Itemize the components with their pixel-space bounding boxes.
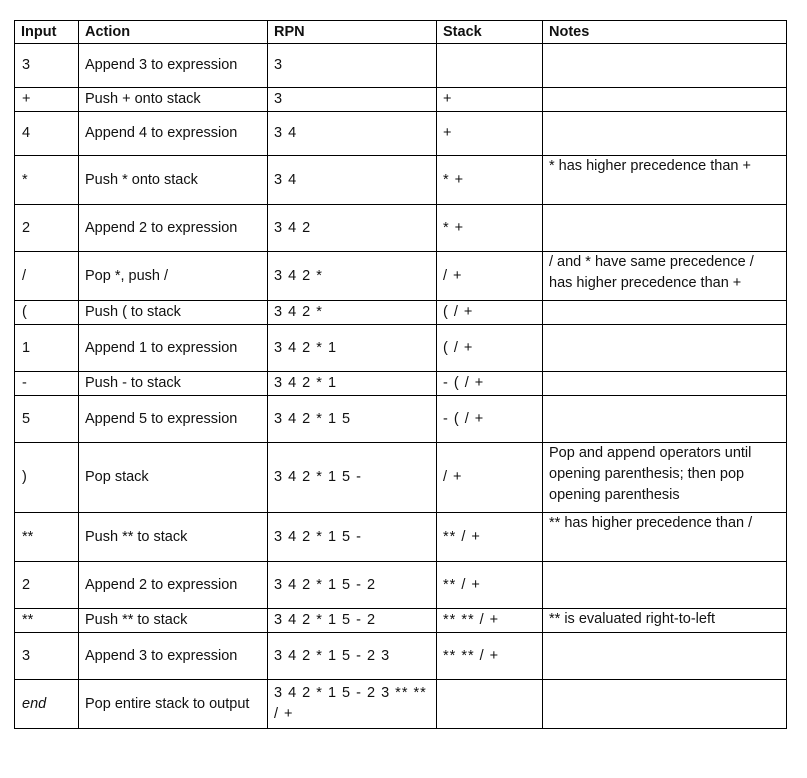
cell-notes [543, 562, 787, 609]
cell-rpn: 3 [268, 88, 437, 112]
cell-notes [543, 325, 787, 372]
cell-rpn: 3 4 2 * 1 [268, 325, 437, 372]
cell-action: Append 3 to expression [79, 633, 268, 680]
cell-rpn: 3 4 2 * 1 5 - 2 [268, 609, 437, 633]
header-action: Action [79, 21, 268, 44]
cell-notes [543, 205, 787, 252]
header-rpn: RPN [268, 21, 437, 44]
cell-input: 5 [15, 396, 79, 443]
cell-notes [543, 112, 787, 156]
table-row [15, 562, 787, 609]
cell-action: Push ** to stack [79, 609, 268, 633]
cell-input: ** [15, 513, 79, 562]
cell-stack: * + [437, 156, 543, 205]
cell-rpn: 3 4 2 * 1 5 - 2 [268, 562, 437, 609]
cell-action: Append 2 to expression [79, 205, 268, 252]
cell-rpn: 3 4 2 * 1 5 - [268, 513, 437, 562]
cell-notes [543, 396, 787, 443]
cell-rpn: 3 [268, 44, 437, 88]
cell-action: Append 3 to expression [79, 44, 268, 88]
table-row [15, 156, 787, 205]
cell-action: Append 4 to expression [79, 112, 268, 156]
cell-stack: ( / + [437, 325, 543, 372]
cell-stack: + [437, 112, 543, 156]
cell-stack [437, 680, 543, 729]
cell-rpn: 3 4 2 * 1 5 [268, 396, 437, 443]
rpn-conversion-table [14, 20, 787, 729]
table-row [15, 633, 787, 680]
cell-input: - [15, 372, 79, 396]
cell-input: end [15, 680, 79, 729]
cell-notes: ** is evaluated right-to-left [543, 609, 787, 633]
cell-action: Pop stack [79, 443, 268, 513]
cell-stack: ( / + [437, 301, 543, 325]
cell-stack: ** ** / + [437, 609, 543, 633]
header-notes: Notes [543, 21, 787, 44]
cell-notes [543, 88, 787, 112]
cell-action: Push ( to stack [79, 301, 268, 325]
cell-notes [543, 372, 787, 396]
cell-action: Append 2 to expression [79, 562, 268, 609]
cell-input: 3 [15, 633, 79, 680]
cell-stack: + [437, 88, 543, 112]
cell-stack: - ( / + [437, 396, 543, 443]
cell-action: Append 5 to expression [79, 396, 268, 443]
cell-action: Push + onto stack [79, 88, 268, 112]
table-row [15, 205, 787, 252]
table-row [15, 88, 787, 112]
cell-notes: Pop and append operators until opening parenthesis; then pop opening parenthesis [543, 443, 787, 513]
cell-input: 4 [15, 112, 79, 156]
cell-stack: - ( / + [437, 372, 543, 396]
cell-notes: ** has higher precedence than / [543, 513, 787, 562]
table-row [15, 44, 787, 88]
cell-rpn: 3 4 2 * [268, 252, 437, 301]
table-row [15, 325, 787, 372]
table-row [15, 252, 787, 301]
cell-notes: * has higher precedence than + [543, 156, 787, 205]
table-row [15, 112, 787, 156]
cell-rpn: 3 4 2 * 1 5 - 2 3 [268, 633, 437, 680]
cell-input: * [15, 156, 79, 205]
cell-rpn: 3 4 [268, 112, 437, 156]
cell-notes [543, 44, 787, 88]
cell-rpn: 3 4 [268, 156, 437, 205]
cell-input: 2 [15, 205, 79, 252]
cell-stack: ** ** / + [437, 633, 543, 680]
table-row [15, 301, 787, 325]
table-row [15, 513, 787, 562]
cell-stack: * + [437, 205, 543, 252]
cell-input: ** [15, 609, 79, 633]
cell-input: + [15, 88, 79, 112]
cell-input: 1 [15, 325, 79, 372]
cell-rpn: 3 4 2 * 1 5 - [268, 443, 437, 513]
cell-rpn: 3 4 2 * 1 [268, 372, 437, 396]
cell-input: 2 [15, 562, 79, 609]
cell-rpn: 3 4 2 * 1 5 - 2 3 ** ** / + [268, 680, 437, 729]
header-stack: Stack [437, 21, 543, 44]
header-input: Input [15, 21, 79, 44]
cell-notes [543, 680, 787, 729]
table-row [15, 609, 787, 633]
cell-action: Push * onto stack [79, 156, 268, 205]
cell-action: Push - to stack [79, 372, 268, 396]
header-row [15, 21, 787, 44]
cell-action: Pop *, push / [79, 252, 268, 301]
cell-input: 3 [15, 44, 79, 88]
cell-stack: / + [437, 252, 543, 301]
cell-notes [543, 301, 787, 325]
cell-action: Append 1 to expression [79, 325, 268, 372]
cell-stack [437, 44, 543, 88]
table-row [15, 372, 787, 396]
cell-input: ( [15, 301, 79, 325]
cell-rpn: 3 4 2 * [268, 301, 437, 325]
cell-notes [543, 633, 787, 680]
cell-action: Pop entire stack to output [79, 680, 268, 729]
cell-rpn: 3 4 2 [268, 205, 437, 252]
cell-stack: / + [437, 443, 543, 513]
cell-input: ) [15, 443, 79, 513]
table-row [15, 396, 787, 443]
table-row [15, 443, 787, 513]
cell-input: / [15, 252, 79, 301]
cell-stack: ** / + [437, 513, 543, 562]
table-row [15, 680, 787, 729]
cell-stack: ** / + [437, 562, 543, 609]
cell-action: Push ** to stack [79, 513, 268, 562]
cell-notes: / and * have same precedence / has higher precedence than + [543, 252, 787, 301]
